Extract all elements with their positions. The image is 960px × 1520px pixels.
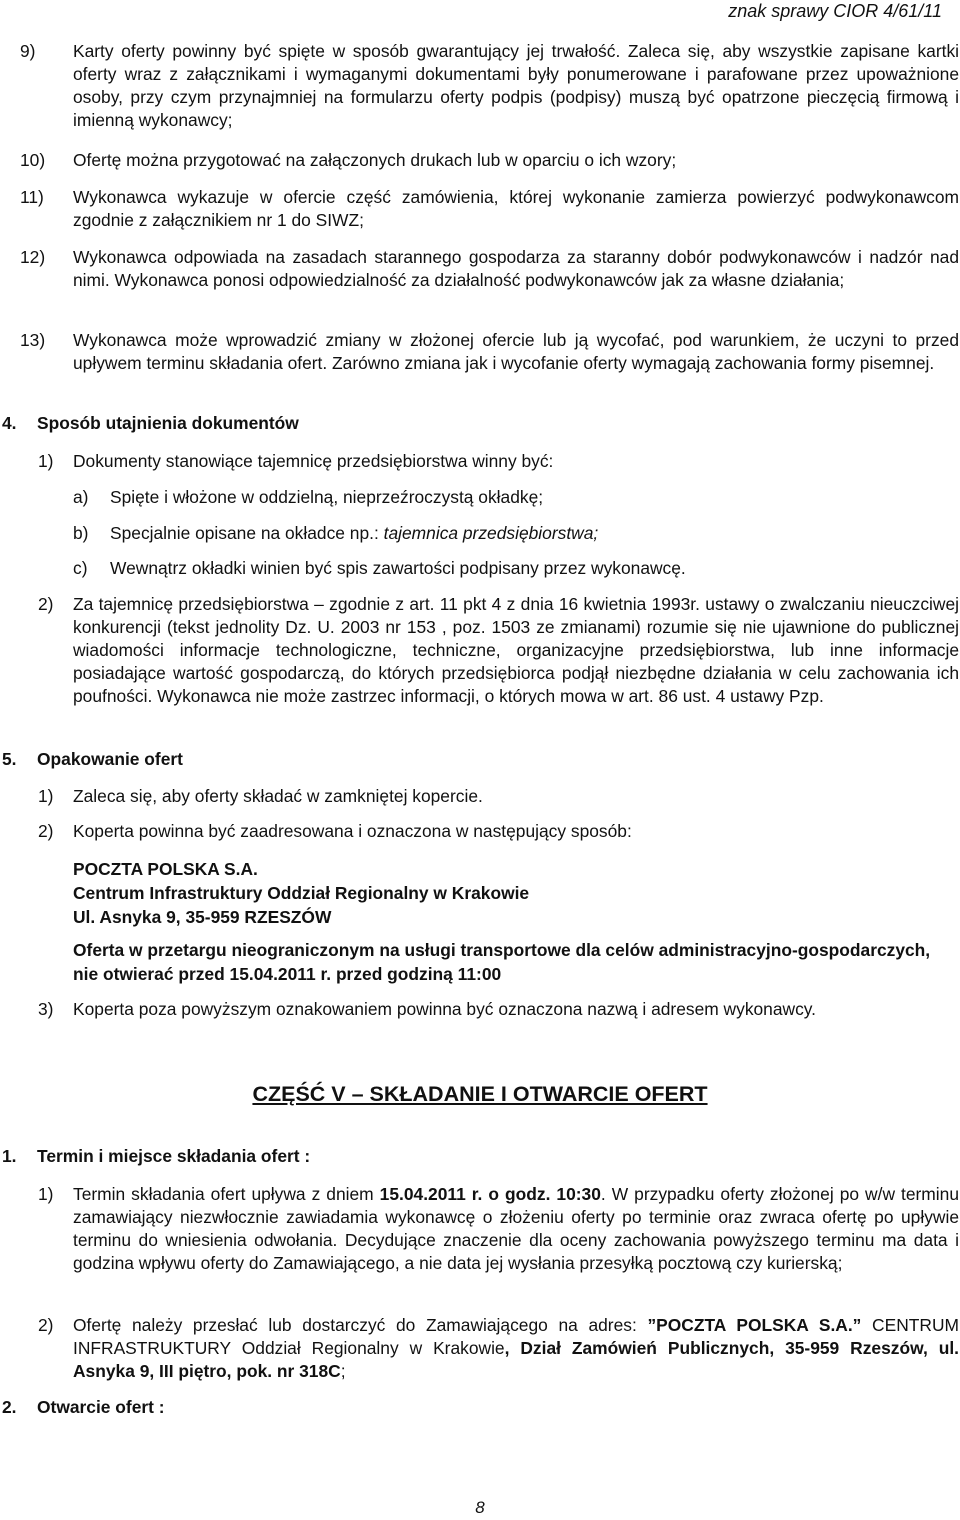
address-line: Centrum Infrastruktury Oddział Regionalny w Krakowie [73,883,530,903]
envelope-marking: Oferta w przetargu nieograniczonym na usługi transportowe dla celów administracyjno-gospodarczych, nie otwierać przed 15.04.2011 r. przed godziną 11:00 [73,940,931,984]
sub-item-text: Spięte i włożone w oddzielną, nieprzeźroczystą okładkę; [110,487,544,507]
item-text: Dokumenty stanowiące tajemnicę przedsiębiorstwa winny być: [73,451,554,471]
item-number: 1) [38,1184,54,1204]
item-number: 9) [20,41,36,61]
text-run: Ofertę należy przesłać lub dostarczyć do Zamawiającego na adres: [73,1315,648,1335]
section-number: 4. [2,413,17,433]
deadline-date: 15.04.2011 r. o godz. 10:30 [379,1184,601,1204]
item-text: Za tajemnicę przedsiębiorstwa – zgodnie z art. 11 pkt 4 z dnia 16 kwietnia 1993r. ustawy o zwalczaniu nieuczciwej konkurencji (tekst jednolity Dz. U. 2003 nr 153 , poz. 1503 ze zmianami) rozumie się nie ujawnione do publicznej wiadomości informacje technologiczne, techniczne, organizacyjne przedsiębiorstwa, lub inne informacje posiadające wartość gospodarczą, do których przedsiębiorca podjął niezbędne działania w celu zachowania ich poufności. Wykonawca nie może zastrzec informacji, o których mowa w art. 86 ust. 4 ustawy Pzp. [73,594,959,706]
page-number: 8 [475,1498,485,1517]
text-run: CENTRUM INFRASTRUKTURY Oddział Regionalny w Krakowie [73,1315,959,1358]
item-number: 2) [38,1315,54,1335]
sub-item-letter: a) [73,487,89,507]
envelope-address [73,857,953,929]
text-run: Termin składania ofert upływa z dniem [73,1184,380,1204]
item-number: 2) [38,821,54,841]
item-text: Wykonawca może wprowadzić zmiany w złożonej ofercie lub ją wycofać, pod warunkiem, że uczyni to przed upływem terminu składania ofert. Zarówno zmiana jak i wycofanie oferty wymagają zachowania formy pisemnej. [73,330,959,373]
item-text: Ofertę można przygotować na załączonych drukach lub w oparciu o ich wzory; [73,150,677,170]
sub-item-letter: b) [73,523,89,543]
recipient-name: ”POCZTA POLSKA S.A.” [647,1315,862,1335]
item-text: Karty oferty powinny być spięte w sposób gwarantujący jej trwałość. Zaleca się, aby wszystkie zapisane kartki oferty wraz z załącznikami i wymaganymi dokumentami były ponumerowane i parafowane przez upoważnione osoby, przy czym przynajmniej na formularzu oferty podpis (podpisy) muszą być opatrzone pieczęcią firmową i imienną wykonawcy; [73,41,959,130]
recipient-address: , Dział Zamówień Publicznych, 35-959 Rzeszów, ul. Asnyka 9, III piętro, pok. nr 318C [73,1338,959,1381]
item-text: Wykonawca odpowiada na zasadach starannego gospodarza za staranny dobór podwykonawców i nadzór nad nimi. Wykonawca ponosi odpowiedzialność za działalność podwykonawców jak za własne działania; [73,247,959,290]
document-case-number: znak sprawy CIOR 4/61/11 [728,1,942,21]
item-text [73,1314,959,1383]
sub-item-text-italic: tajemnica przedsiębiorstwa; [378,523,599,543]
item-number: 12) [20,247,46,267]
item-number: 13) [20,330,46,350]
text-run: ; [340,1361,346,1381]
sub-item-letter: c) [73,558,88,578]
sub-item-text: Wewnątrz okładki winien być spis zawartości podpisany przez wykonawcę. [110,558,686,578]
item-number: 3) [38,999,54,1019]
item-number: 10) [20,150,46,170]
item-number: 1) [38,451,54,471]
item-text: Zaleca się, aby oferty składać w zamkniętej kopercie. [73,786,483,806]
item-number: 1) [38,786,54,806]
section-number: 2. [2,1397,17,1417]
item-text: Wykonawca wykazuje w ofercie część zamówienia, której wykonanie zamierza powierzyć podwykonawcom zgodnie z załącznikiem nr 1 do SIWZ; [73,187,959,230]
part-title-text: CZĘŚĆ V – SKŁADANIE I OTWARCIE OFERT [252,1082,708,1106]
text-run: . W przypadku oferty złożonej po w/w terminu zamawiający niezwłocznie zawiadamia wykonawcę o złożeniu oferty po terminie oraz zwraca ofertę po upływie terminu do wniesienia odwołania. Decydujące znaczenie dla oceny zachowania powyższego terminu ma data i godzina wpływu oferty do Zamawiającego, a nie data jej wysłania przesyłką pocztową czy kurierską; [73,1184,959,1273]
section-title: Otwarcie ofert : [37,1397,165,1417]
item-text [73,1183,959,1275]
item-number: 11) [20,187,44,207]
sub-item-text [110,522,950,545]
part-title [0,1081,960,1107]
item-text: Koperta powinna być zaadresowana i oznaczona w następujący sposób: [73,821,632,841]
section-title: Termin i miejsce składania ofert : [37,1146,311,1166]
section-number: 1. [2,1146,17,1166]
section-number: 5. [2,749,17,769]
address-line: Ul. Asnyka 9, 35-959 RZESZÓW [73,907,332,927]
item-text: Koperta poza powyższym oznakowaniem powinna być oznaczona nazwą i adresem wykonawcy. [73,999,817,1019]
address-line: POCZTA POLSKA S.A. [73,859,258,879]
section-title: Sposób utajnienia dokumentów [37,413,299,433]
sub-item-text-plain: Specjalnie opisane na okładce np.: [110,523,379,543]
item-number: 2) [38,594,54,614]
section-title: Opakowanie ofert [37,749,183,769]
